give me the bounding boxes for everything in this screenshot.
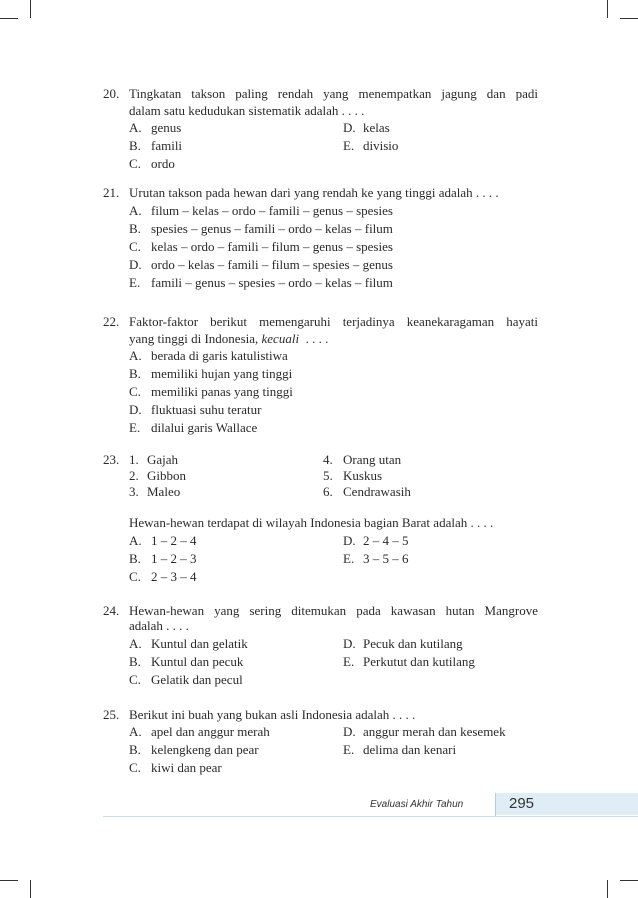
question-stem: Tingkatan takson paling rendah yang menempatkan jagung dan padi [129,86,538,101]
option-letter: C. [129,760,141,775]
question-number: 24. [103,603,120,618]
option-letter: C. [129,672,141,687]
option-text: Kuntul dan pecuk [151,654,244,669]
question-number: 22. [103,314,120,329]
question-number: 23. [103,452,120,467]
option-letter: A. [129,533,142,548]
option-letter: B. [129,654,141,669]
question-stem: Urutan takson pada hewan dari yang rendah ke yang tinggi adalah . . . . [129,185,499,200]
option-text: 1 – 2 – 3 [151,551,197,566]
option-text: dilalui garis Wallace [151,420,258,435]
list-item: Cendrawasih [343,484,411,499]
question-stem: Berikut ini buah yang bukan asli Indonesia adalah . . . . [129,707,416,722]
option-text: 2 – 4 – 5 [363,533,409,548]
option-letter: A. [129,348,142,363]
option-text: apel dan anggur merah [151,724,270,739]
question-stem [129,331,328,347]
option-text: filum – kelas – ordo – famili – genus – spesies [151,203,393,218]
option-text: 2 – 3 – 4 [151,569,197,584]
option-text: kelas [363,120,390,135]
option-letter: D. [129,402,142,417]
option-text: 1 – 2 – 4 [151,533,197,548]
option-letter: D. [343,533,356,548]
option-text: memiliki hujan yang tinggi [151,366,293,381]
option-letter: E. [343,742,355,757]
option-letter: C. [129,156,141,171]
footer-divider [495,793,496,816]
list-number: 4. [323,452,333,467]
option-text: ordo – kelas – famili – filum – spesies – genus [151,257,393,272]
question-stem: dalam satu kedudukan sistematik adalah . . . . [129,103,365,118]
crop-mark [607,880,608,898]
option-text: famili – genus – spesies – ordo – kelas – filum [151,275,393,290]
option-text: famili [151,138,183,153]
option-letter: A. [129,120,142,135]
list-number: 1. [129,452,139,467]
option-letter: E. [343,138,355,153]
question-stem: Hewan-hewan yang sering ditemukan pada kawasan hutan Mangrove [129,603,538,618]
option-letter: A. [129,203,142,218]
crop-mark [620,880,638,881]
question-number: 25. [103,707,120,722]
page-number: 295 [509,795,535,812]
crop-mark [0,18,18,19]
option-text: kelas – ordo – famili – filum – genus – spesies [151,239,393,254]
question-stem: Hewan-hewan terdapat di wilayah Indonesia bagian Barat adalah . . . . [129,515,494,530]
option-letter: D. [129,257,142,272]
crop-mark [30,880,31,898]
option-letter: B. [129,138,141,153]
option-text: spesies – genus – famili – ordo – kelas – filum [151,221,393,236]
option-letter: E. [129,420,141,435]
option-letter: B. [129,366,141,381]
list-item: Orang utan [343,452,402,467]
crop-mark [0,880,18,881]
question-stem: Faktor-faktor berikut memengaruhi terjadinya keanekaragaman hayati [129,314,538,329]
list-item: Gibbon [147,468,186,483]
footer-rule [103,816,638,817]
crop-mark [607,0,608,18]
option-text: berada di garis katulistiwa [151,348,288,363]
option-letter: B. [129,221,141,236]
option-text: kelengkeng dan pear [151,742,259,757]
option-letter: E. [343,654,355,669]
option-letter: D. [343,120,356,135]
option-text: Kuntul dan gelatik [151,636,248,651]
crop-mark [30,0,31,18]
footer-section-title: Evaluasi Akhir Tahun [370,799,464,810]
list-number: 3. [129,484,139,499]
option-text: delima dan kenari [363,742,457,757]
option-letter: A. [129,724,142,739]
option-text: kiwi dan pear [151,760,222,775]
option-text: genus [151,120,182,135]
list-item: Kuskus [343,468,383,483]
option-letter: A. [129,636,142,651]
list-number: 6. [323,484,333,499]
option-letter: E. [129,275,141,290]
stem-text: yang tinggi di Indonesia, [129,331,259,346]
emphasis-text: kecuali [261,331,300,346]
list-item: Gajah [147,452,179,467]
list-number: 5. [323,468,333,483]
option-letter: C. [129,384,141,399]
question-stem: adalah . . . . [129,618,189,633]
option-text: Pecuk dan kutilang [363,636,463,651]
question-number: 20. [103,86,120,101]
option-text: Perkutut dan kutilang [363,654,475,669]
option-text: ordo [151,156,175,171]
option-letter: C. [129,239,141,254]
option-text: anggur merah dan kesemek [363,724,506,739]
list-item: Maleo [147,484,181,499]
option-text: memiliki panas yang tinggi [151,384,293,399]
question-number: 21. [103,185,120,200]
option-text: 3 – 5 – 6 [363,551,409,566]
option-letter: B. [129,742,141,757]
option-text: divisio [363,138,399,153]
stem-ellipsis: . . . . [305,331,329,346]
option-text: Gelatik dan pecul [151,672,243,687]
option-letter: B. [129,551,141,566]
option-letter: C. [129,569,141,584]
option-letter: E. [343,551,355,566]
option-text: fluktuasi suhu teratur [151,402,262,417]
crop-mark [620,18,638,19]
option-letter: D. [343,636,356,651]
option-letter: D. [343,724,356,739]
list-number: 2. [129,468,139,483]
